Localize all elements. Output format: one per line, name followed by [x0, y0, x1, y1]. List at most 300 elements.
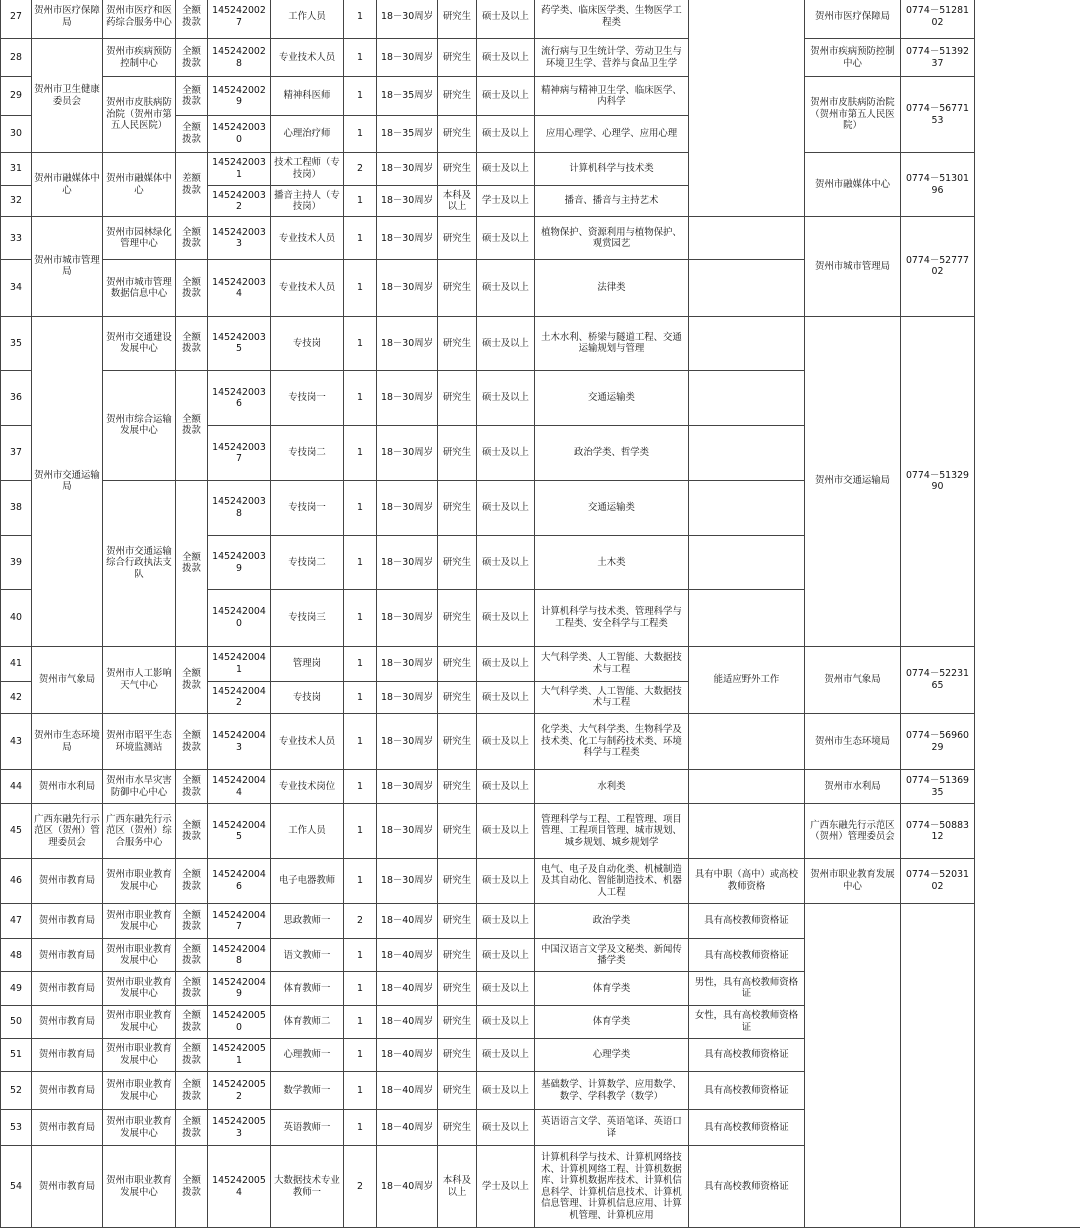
position-code: 1452420027 — [208, 0, 271, 39]
department: 广西东融先行示范区（贺州）管理委员会 — [32, 804, 103, 858]
position-code: 1452420034 — [208, 260, 271, 316]
row-number: 27 — [1, 0, 32, 39]
contact-unit: 广西东融先行示范区（贺州）管理委员会 — [805, 804, 901, 858]
row-number: 41 — [1, 646, 32, 681]
major-requirement: 土木类 — [535, 535, 689, 589]
other-requirement — [689, 371, 805, 426]
position-code: 1452420040 — [208, 590, 271, 646]
position-code: 1452420030 — [208, 115, 271, 152]
hire-count: 1 — [344, 770, 377, 804]
row-number: 50 — [1, 1005, 32, 1038]
major-requirement: 法律类 — [535, 260, 689, 316]
funding-type: 全额拨款 — [176, 1005, 208, 1038]
position-code: 1452420036 — [208, 371, 271, 426]
degree: 硕士及以上 — [477, 1071, 535, 1109]
position-name: 专技岗二 — [271, 426, 344, 480]
degree: 硕士及以上 — [477, 1005, 535, 1038]
major-requirement: 中国汉语言文学及文秘类、新闻传播学类 — [535, 939, 689, 972]
department: 贺州市卫生健康委员会 — [32, 39, 103, 153]
degree: 硕士及以上 — [477, 972, 535, 1005]
employer-unit: 贺州市医疗和医药综合服务中心 — [103, 0, 176, 39]
hire-count: 2 — [344, 1146, 377, 1228]
position-code: 1452420053 — [208, 1110, 271, 1146]
age-limit: 18－30周岁 — [377, 681, 438, 713]
department: 贺州市教育局 — [32, 972, 103, 1005]
funding-type: 全额拨款 — [176, 713, 208, 769]
education: 研究生 — [438, 217, 477, 260]
department: 贺州市水利局 — [32, 770, 103, 804]
major-requirement: 土木水利、桥梁与隧道工程、交通运输规划与管理 — [535, 316, 689, 370]
position-name: 语文教师一 — [271, 939, 344, 972]
hire-count: 1 — [344, 186, 377, 217]
major-requirement: 交通运输类 — [535, 480, 689, 535]
contact-phone: 0774－5696029 — [901, 713, 975, 769]
funding-type: 全额拨款 — [176, 1071, 208, 1109]
other-requirement — [689, 713, 805, 769]
funding-type: 全额拨款 — [176, 972, 208, 1005]
other-requirement: 具有高校教师资格证 — [689, 1071, 805, 1109]
age-limit: 18－40周岁 — [377, 1110, 438, 1146]
hire-count: 1 — [344, 858, 377, 903]
position-name: 电子电器教师 — [271, 858, 344, 903]
employer-unit: 贺州市融媒体中心 — [103, 152, 176, 216]
table-row — [1, 77, 1080, 115]
remarks — [975, 0, 1080, 1228]
major-requirement: 药学类、临床医学类、生物医学工程类 — [535, 0, 689, 39]
education: 研究生 — [438, 590, 477, 646]
age-limit: 18－30周岁 — [377, 371, 438, 426]
other-requirement: 具有高校教师资格证 — [689, 1038, 805, 1071]
other-requirement: 女性，具有高校教师资格证 — [689, 1005, 805, 1038]
major-requirement: 心理学类 — [535, 1038, 689, 1071]
position-code: 1452420044 — [208, 770, 271, 804]
education: 研究生 — [438, 39, 477, 77]
table-row — [1, 152, 1080, 185]
funding-type: 全额拨款 — [176, 939, 208, 972]
degree: 学士及以上 — [477, 1146, 535, 1228]
contact-phone: 0774－5203102 — [901, 858, 975, 903]
contact-phone — [901, 904, 975, 1228]
degree: 硕士及以上 — [477, 590, 535, 646]
contact-phone: 0774－5128102 — [901, 0, 975, 39]
row-number: 52 — [1, 1071, 32, 1109]
major-requirement: 水利类 — [535, 770, 689, 804]
table-row — [1, 217, 1080, 260]
table-row — [1, 0, 1080, 39]
position-name: 专技岗三 — [271, 590, 344, 646]
education: 研究生 — [438, 426, 477, 480]
row-number: 40 — [1, 590, 32, 646]
age-limit: 18－40周岁 — [377, 1146, 438, 1228]
row-number: 51 — [1, 1038, 32, 1071]
department: 贺州市教育局 — [32, 1071, 103, 1109]
employer-unit: 贺州市交通建设发展中心 — [103, 316, 176, 370]
position-code: 1452420052 — [208, 1071, 271, 1109]
position-code: 1452420054 — [208, 1146, 271, 1228]
hire-count: 1 — [344, 480, 377, 535]
position-name: 心理治疗师 — [271, 115, 344, 152]
employer-unit: 贺州市综合运输发展中心 — [103, 371, 176, 481]
row-number: 37 — [1, 426, 32, 480]
major-requirement: 政治学类、哲学类 — [535, 426, 689, 480]
row-number: 33 — [1, 217, 32, 260]
other-requirement — [689, 426, 805, 480]
position-name: 专业技术岗位 — [271, 770, 344, 804]
position-name: 数学教师一 — [271, 1071, 344, 1109]
department: 贺州市教育局 — [32, 1146, 103, 1228]
hire-count: 1 — [344, 713, 377, 769]
funding-type: 全额拨款 — [176, 316, 208, 370]
contact-phone: 0774－5677153 — [901, 77, 975, 152]
education: 研究生 — [438, 152, 477, 185]
row-number: 47 — [1, 904, 32, 939]
education: 研究生 — [438, 681, 477, 713]
employer-unit: 贺州市职业教育发展中心 — [103, 858, 176, 903]
degree: 硕士及以上 — [477, 260, 535, 316]
age-limit: 18－35周岁 — [377, 115, 438, 152]
degree: 硕士及以上 — [477, 39, 535, 77]
degree: 硕士及以上 — [477, 681, 535, 713]
major-requirement: 体育学类 — [535, 1005, 689, 1038]
department: 贺州市生态环境局 — [32, 713, 103, 769]
funding-type: 全额拨款 — [176, 371, 208, 481]
row-number: 34 — [1, 260, 32, 316]
other-requirement — [689, 316, 805, 370]
age-limit: 18－30周岁 — [377, 426, 438, 480]
department: 贺州市融媒体中心 — [32, 152, 103, 216]
employer-unit: 贺州市皮肤病防治院（贺州市第五人民医院） — [103, 77, 176, 152]
department: 贺州市教育局 — [32, 904, 103, 939]
major-requirement: 流行病与卫生统计学、劳动卫生与环境卫生学、营养与食品卫生学 — [535, 39, 689, 77]
hire-count: 1 — [344, 371, 377, 426]
funding-type: 全额拨款 — [176, 77, 208, 115]
position-name: 专技岗二 — [271, 535, 344, 589]
department: 贺州市教育局 — [32, 1110, 103, 1146]
contact-unit — [805, 904, 901, 1228]
education: 研究生 — [438, 1071, 477, 1109]
row-number: 44 — [1, 770, 32, 804]
education: 研究生 — [438, 535, 477, 589]
position-name: 播音主持人（专技岗） — [271, 186, 344, 217]
funding-type: 全额拨款 — [176, 217, 208, 260]
other-requirement: 男性，具有高校教师资格证 — [689, 972, 805, 1005]
education: 研究生 — [438, 260, 477, 316]
department: 贺州市教育局 — [32, 939, 103, 972]
funding-type: 全额拨款 — [176, 1038, 208, 1071]
position-name: 精神科医师 — [271, 77, 344, 115]
contact-phone: 0774－5139237 — [901, 39, 975, 77]
row-number: 43 — [1, 713, 32, 769]
hire-count: 1 — [344, 590, 377, 646]
table-row — [1, 804, 1080, 858]
hire-count: 1 — [344, 646, 377, 681]
table-row — [1, 904, 1080, 939]
other-requirement: 具有高校教师资格证 — [689, 939, 805, 972]
major-requirement: 基础数学、计算数学、应用数学、数学、学科教学（数学） — [535, 1071, 689, 1109]
position-code: 1452420029 — [208, 77, 271, 115]
other-requirement — [689, 770, 805, 804]
funding-type: 全额拨款 — [176, 770, 208, 804]
degree: 硕士及以上 — [477, 426, 535, 480]
degree: 硕士及以上 — [477, 1038, 535, 1071]
position-name: 英语教师一 — [271, 1110, 344, 1146]
funding-type: 全额拨款 — [176, 115, 208, 152]
row-number: 35 — [1, 316, 32, 370]
major-requirement: 交通运输类 — [535, 371, 689, 426]
age-limit: 18－30周岁 — [377, 0, 438, 39]
department: 贺州市教育局 — [32, 858, 103, 903]
position-name: 专业技术人员 — [271, 260, 344, 316]
degree: 硕士及以上 — [477, 770, 535, 804]
row-number: 31 — [1, 152, 32, 185]
age-limit: 18－40周岁 — [377, 1071, 438, 1109]
age-limit: 18－35周岁 — [377, 77, 438, 115]
education: 研究生 — [438, 972, 477, 1005]
funding-type: 全额拨款 — [176, 804, 208, 858]
position-name: 大数据技术专业教师一 — [271, 1146, 344, 1228]
age-limit: 18－30周岁 — [377, 804, 438, 858]
education: 研究生 — [438, 804, 477, 858]
major-requirement: 计算机科学与技术、计算机网络技术、计算机网络工程、计算机数据库、计算机数据库技术、计算机信息科学、计算机信息技术、计算机信息管理、计算机信息应用、计算机管理、计算机应用 — [535, 1146, 689, 1228]
degree: 硕士及以上 — [477, 904, 535, 939]
major-requirement: 体育学类 — [535, 972, 689, 1005]
department: 贺州市城市管理局 — [32, 217, 103, 317]
position-code: 1452420048 — [208, 939, 271, 972]
education: 研究生 — [438, 713, 477, 769]
contact-phone: 0774－5132990 — [901, 316, 975, 646]
other-requirement — [689, 590, 805, 646]
hire-count: 1 — [344, 1038, 377, 1071]
contact-unit: 贺州市皮肤病防治院（贺州市第五人民医院） — [805, 77, 901, 152]
degree: 学士及以上 — [477, 186, 535, 217]
degree: 硕士及以上 — [477, 535, 535, 589]
department: 贺州市气象局 — [32, 646, 103, 713]
position-name: 专业技术人员 — [271, 39, 344, 77]
funding-type: 全额拨款 — [176, 0, 208, 39]
position-code: 1452420038 — [208, 480, 271, 535]
other-requirement — [689, 217, 805, 260]
major-requirement: 政治学类 — [535, 904, 689, 939]
funding-type: 全额拨款 — [176, 646, 208, 713]
other-requirement — [689, 804, 805, 858]
row-number: 49 — [1, 972, 32, 1005]
education: 研究生 — [438, 316, 477, 370]
education: 研究生 — [438, 0, 477, 39]
employer-unit: 贺州市园林绿化管理中心 — [103, 217, 176, 260]
degree: 硕士及以上 — [477, 939, 535, 972]
hire-count: 1 — [344, 1005, 377, 1038]
row-number: 38 — [1, 480, 32, 535]
age-limit: 18－30周岁 — [377, 590, 438, 646]
position-name: 专业技术人员 — [271, 713, 344, 769]
contact-unit: 贺州市职业教育发展中心 — [805, 858, 901, 903]
other-requirement: 具有高校教师资格证 — [689, 904, 805, 939]
hire-count: 1 — [344, 1110, 377, 1146]
major-requirement: 电气、电子及自动化类、机械制造及其自动化、智能制造技术、机器人工程 — [535, 858, 689, 903]
age-limit: 18－40周岁 — [377, 1005, 438, 1038]
hire-count: 1 — [344, 939, 377, 972]
position-name: 工作人员 — [271, 804, 344, 858]
position-name: 体育教师一 — [271, 972, 344, 1005]
education: 研究生 — [438, 115, 477, 152]
age-limit: 18－30周岁 — [377, 770, 438, 804]
employer-unit: 贺州市职业教育发展中心 — [103, 904, 176, 939]
age-limit: 18－40周岁 — [377, 972, 438, 1005]
other-requirement — [689, 535, 805, 589]
degree: 硕士及以上 — [477, 713, 535, 769]
major-requirement: 计算机科学与技术类 — [535, 152, 689, 185]
hire-count: 1 — [344, 39, 377, 77]
major-requirement: 植物保护、资源利用与植物保护、观赏园艺 — [535, 217, 689, 260]
education: 研究生 — [438, 480, 477, 535]
table-row — [1, 858, 1080, 903]
other-requirement: 能适应野外工作 — [689, 646, 805, 713]
degree: 硕士及以上 — [477, 371, 535, 426]
row-number: 30 — [1, 115, 32, 152]
employer-unit: 贺州市城市管理数据信息中心 — [103, 260, 176, 316]
education: 研究生 — [438, 1110, 477, 1146]
age-limit: 18－30周岁 — [377, 39, 438, 77]
age-limit: 18－30周岁 — [377, 217, 438, 260]
position-name: 工作人员 — [271, 0, 344, 39]
other-requirement: 具有高校教师资格证 — [689, 1146, 805, 1228]
degree: 硕士及以上 — [477, 858, 535, 903]
position-code: 1452420043 — [208, 713, 271, 769]
position-name: 心理教师一 — [271, 1038, 344, 1071]
row-number: 42 — [1, 681, 32, 713]
major-requirement: 精神病与精神卫生学、临床医学、内科学 — [535, 77, 689, 115]
degree: 硕士及以上 — [477, 77, 535, 115]
age-limit: 18－30周岁 — [377, 480, 438, 535]
contact-phone: 0774－5277702 — [901, 217, 975, 317]
employer-unit: 贺州市职业教育发展中心 — [103, 972, 176, 1005]
contact-unit: 贺州市城市管理局 — [805, 217, 901, 317]
position-code: 1452420039 — [208, 535, 271, 589]
hire-count: 1 — [344, 0, 377, 39]
hire-count: 1 — [344, 972, 377, 1005]
row-number: 48 — [1, 939, 32, 972]
funding-type: 全额拨款 — [176, 904, 208, 939]
position-code: 1452420033 — [208, 217, 271, 260]
age-limit: 18－30周岁 — [377, 316, 438, 370]
position-code: 1452420045 — [208, 804, 271, 858]
position-code: 1452420037 — [208, 426, 271, 480]
position-code: 1452420049 — [208, 972, 271, 1005]
employer-unit: 贺州市职业教育发展中心 — [103, 1038, 176, 1071]
age-limit: 18－30周岁 — [377, 535, 438, 589]
contact-phone: 0774－5088312 — [901, 804, 975, 858]
education: 本科及以上 — [438, 186, 477, 217]
row-number: 45 — [1, 804, 32, 858]
degree: 硕士及以上 — [477, 152, 535, 185]
hire-count: 1 — [344, 1071, 377, 1109]
funding-type: 全额拨款 — [176, 858, 208, 903]
position-name: 管理岗 — [271, 646, 344, 681]
hire-count: 1 — [344, 535, 377, 589]
contact-phone: 0774－5130196 — [901, 152, 975, 216]
table-row — [1, 39, 1080, 77]
education: 研究生 — [438, 371, 477, 426]
row-number: 39 — [1, 535, 32, 589]
age-limit: 18－30周岁 — [377, 260, 438, 316]
education: 本科及以上 — [438, 1146, 477, 1228]
education: 研究生 — [438, 770, 477, 804]
employer-unit: 贺州市水旱灾害防御中心中心 — [103, 770, 176, 804]
funding-type: 全额拨款 — [176, 260, 208, 316]
department: 贺州市教育局 — [32, 1038, 103, 1071]
position-name: 专业技术人员 — [271, 217, 344, 260]
position-code: 1452420047 — [208, 904, 271, 939]
other-requirement: 具有中职（高中）或高校教师资格 — [689, 858, 805, 903]
other-requirement — [689, 260, 805, 316]
other-requirement: 具有高校教师资格证 — [689, 1110, 805, 1146]
position-code: 1452420032 — [208, 186, 271, 217]
major-requirement: 播音、播音与主持艺术 — [535, 186, 689, 217]
row-number: 53 — [1, 1110, 32, 1146]
position-code: 1452420046 — [208, 858, 271, 903]
funding-type: 全额拨款 — [176, 1146, 208, 1228]
hire-count: 1 — [344, 681, 377, 713]
education: 研究生 — [438, 858, 477, 903]
age-limit: 18－30周岁 — [377, 152, 438, 185]
contact-phone: 0774－5136935 — [901, 770, 975, 804]
hire-count: 1 — [344, 260, 377, 316]
contact-unit: 贺州市疾病预防控制中心 — [805, 39, 901, 77]
hire-count: 1 — [344, 804, 377, 858]
row-number: 36 — [1, 371, 32, 426]
position-code: 1452420031 — [208, 152, 271, 185]
hire-count: 2 — [344, 904, 377, 939]
row-number: 28 — [1, 39, 32, 77]
degree: 硕士及以上 — [477, 1110, 535, 1146]
hire-count: 1 — [344, 426, 377, 480]
major-requirement: 应用心理学、心理学、应用心理 — [535, 115, 689, 152]
education: 研究生 — [438, 939, 477, 972]
funding-type: 全额拨款 — [176, 39, 208, 77]
table-row — [1, 646, 1080, 681]
employer-unit: 贺州市职业教育发展中心 — [103, 1146, 176, 1228]
position-name: 专技岗一 — [271, 371, 344, 426]
funding-type: 全额拨款 — [176, 480, 208, 646]
employer-unit: 贺州市交通运输综合行政执法支队 — [103, 480, 176, 646]
degree: 硕士及以上 — [477, 217, 535, 260]
age-limit: 18－40周岁 — [377, 939, 438, 972]
degree: 硕士及以上 — [477, 316, 535, 370]
major-requirement: 大气科学类、人工智能、大数据技术与工程 — [535, 681, 689, 713]
position-code: 1452420041 — [208, 646, 271, 681]
age-limit: 18－30周岁 — [377, 713, 438, 769]
hire-count: 1 — [344, 316, 377, 370]
employer-unit: 贺州市职业教育发展中心 — [103, 1005, 176, 1038]
employer-unit: 贺州市职业教育发展中心 — [103, 1110, 176, 1146]
major-requirement: 化学类、大气科学类、生物科学及技术类、化工与制药技术类、环境科学与工程类 — [535, 713, 689, 769]
age-limit: 18－30周岁 — [377, 186, 438, 217]
contact-phone: 0774－5223165 — [901, 646, 975, 713]
age-limit: 18－40周岁 — [377, 904, 438, 939]
contact-unit: 贺州市生态环境局 — [805, 713, 901, 769]
position-name: 专技岗 — [271, 681, 344, 713]
contact-unit: 贺州市气象局 — [805, 646, 901, 713]
major-requirement: 大气科学类、人工智能、大数据技术与工程 — [535, 646, 689, 681]
table-row — [1, 316, 1080, 370]
row-number: 29 — [1, 77, 32, 115]
age-limit: 18－30周岁 — [377, 858, 438, 903]
position-name: 专技岗一 — [271, 480, 344, 535]
employer-unit: 贺州市昭平生态环境监测站 — [103, 713, 176, 769]
hire-count: 1 — [344, 217, 377, 260]
contact-unit: 贺州市医疗保障局 — [805, 0, 901, 39]
degree: 硕士及以上 — [477, 0, 535, 39]
